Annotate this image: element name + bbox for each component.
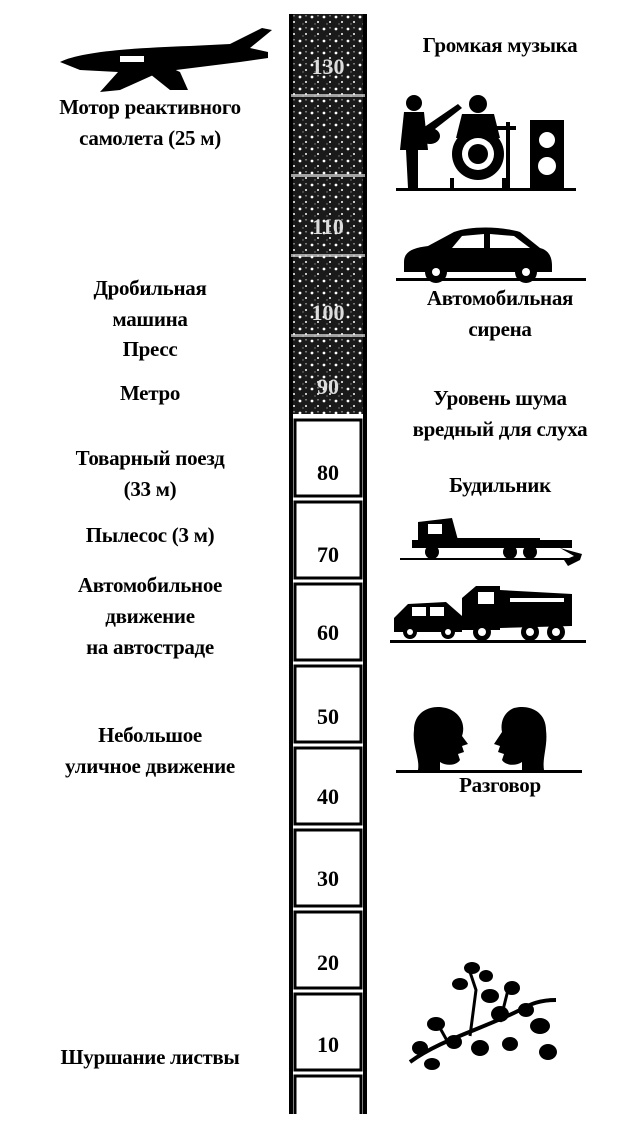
label-light-traffic: Небольшое уличное движение: [65, 723, 235, 778]
label-loud-music: Громкая музыка: [422, 33, 578, 57]
label-conversation: Разговор: [459, 773, 541, 797]
label-harmful-noise: Уровень шума вредный для слуха: [412, 386, 588, 441]
rock-band-icon: [396, 95, 576, 191]
scale-mark-80: 80: [317, 460, 339, 485]
label-freight-train: Товарный поезд (33 м): [75, 446, 225, 501]
scale-mark-100: 100: [311, 300, 345, 325]
scale-mark-10: 10: [317, 1032, 339, 1057]
leaves-icon: [410, 962, 557, 1070]
scale-mark-60: 60: [317, 620, 339, 645]
scale-mark-110: 110: [312, 214, 344, 239]
label-highway-traffic: Автомобильное движение на автостраде: [77, 573, 223, 659]
scale-mark-20: 20: [317, 950, 339, 975]
two-faces-icon: [396, 707, 582, 773]
label-jet-engine: Мотор реактивного самолета (25 м): [59, 95, 241, 150]
label-alarm-clock: Будильник: [449, 473, 551, 497]
car-icon: [396, 228, 586, 284]
label-vacuum: Пылесос (3 м): [85, 523, 215, 547]
airplane-icon: [60, 28, 272, 92]
label-rustling-leaves: Шуршание листвы: [60, 1045, 240, 1069]
scale-mark-70: 70: [317, 542, 339, 567]
scale-mark-30: 30: [317, 866, 339, 891]
label-car-siren: Автомобильная сирена: [426, 286, 574, 341]
scale-mark-130: 130: [311, 54, 345, 79]
scale-mark-40: 40: [317, 784, 339, 809]
label-metro: Метро: [119, 381, 181, 405]
tow-truck-icon: [400, 518, 582, 566]
scale-mark-50: 50: [317, 704, 339, 729]
cars-traffic-icon: [390, 586, 586, 643]
label-crusher: Дробильная машина: [93, 276, 207, 331]
scale-mark-90: 90: [317, 374, 339, 399]
label-press: Пресс: [122, 337, 178, 361]
